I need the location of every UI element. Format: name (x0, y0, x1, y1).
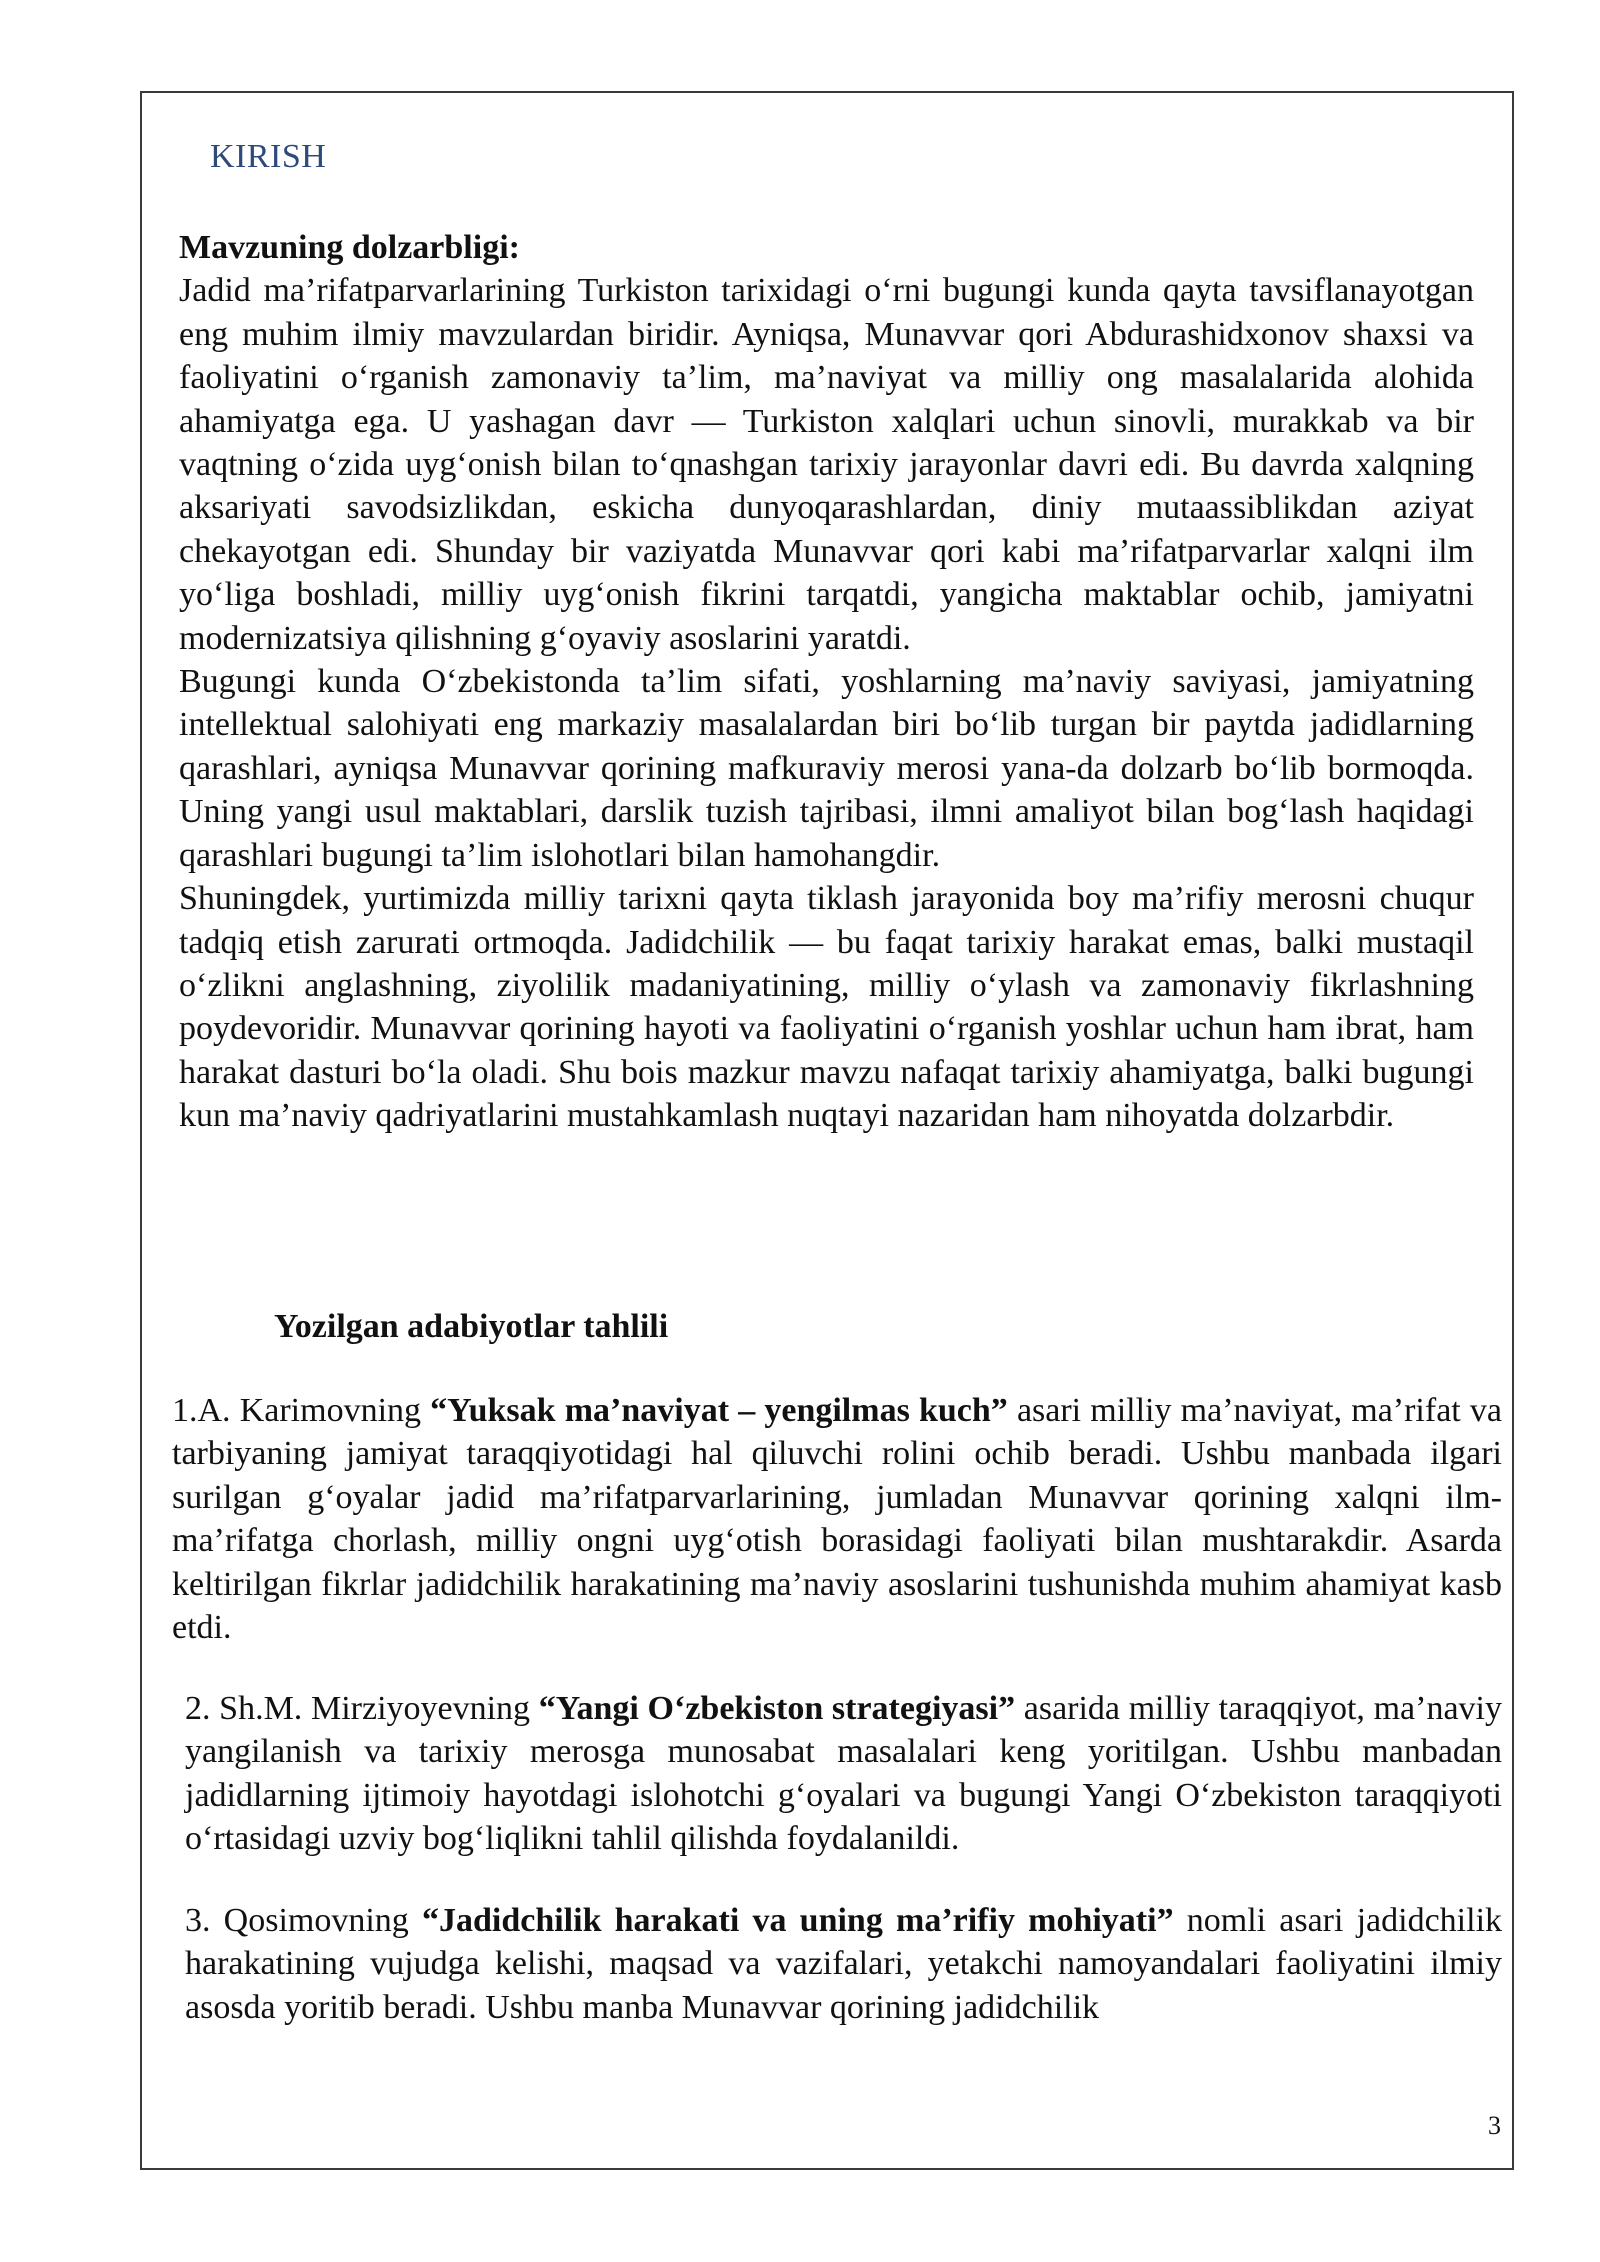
relevance-section (179, 226, 1474, 1138)
literature-item-1 (172, 1389, 1502, 1649)
relevance-heading: Mavzuning dolzarbligi: (179, 229, 520, 266)
section-title: KIRISH (210, 138, 327, 175)
relevance-paragraph-3: Shuningdek, yurtimizda milliy tarixni qayta tiklash jarayonida boy ma’rifiy merosni chuqur tadqiq etish zarurati ortmoqda. Jadidchilik — bu faqat tarixiy harakat emas, balki mustaqil o‘zlikni anglashning, ziyolilik madaniyatining, milliy o‘ylash va zamonaviy fikrlashning poydevoridir. Munavvar qorining hayoti va faoliyatini o‘rganish yoshlar uchun ham ibrat, ham harakat dasturi bo‘la oladi. Shu bois mazkur mavzu nafaqat tarixiy ahamiyatga, balki bugungi kun ma’naviy qadriyatlarini mustahkamlash nuqtayi nazaridan ham nihoyatda dolzarbdir. (179, 880, 1474, 1135)
relevance-paragraph-1: Jadid ma’rifatparvarlarining Turkiston tarixidagi o‘rni bugungi kunda qayta tavsiflanayotgan eng muhim ilmiy mavzulardan biridir. Ayniqsa, Munavvar qori Abdurashidxonov shaxsi va faoliyatini o‘rganish zamonaviy ta’lim, ma’naviyat va milliy ong masalalarida alohida ahamiyatga ega. U yashagan davr — Turkiston xalqlari uchun sinovli, murakkab va bir vaqtning o‘zida uyg‘onish bilan to‘qnashgan tarixiy jarayonlar davri edi. Bu davrda xalqning aksariyati savodsizlikdan, eskicha dunyoqarashlardan, diniy mutaassiblikdan aziyat chekayotgan edi. Shunday bir vaziyatda Munavvar qori kabi ma’rifatparvarlar xalqni ilm yo‘liga boshladi, milliy uyg‘onish fikrini tarqatdi, yangicha maktablar ochib, jamiyatni modernizatsiya qilishning g‘oyaviy asoslarini yaratdi. (179, 272, 1474, 657)
literature-item-3-text: nomli asari jadidchilik harakatining vujudga kelishi, maqsad va vazifalari, yetakchi namoyandalari faoliyatini ilmiy asosda yoritib beradi. Ushbu manba Munavvar qorining jadidchilik (185, 1902, 1503, 2026)
literature-item-2-title: “Yangi O‘zbekiston strategiyasi” (538, 1690, 1016, 1727)
relevance-paragraph-2: Bugungi kunda O‘zbekistonda ta’lim sifati, yoshlarning ma’naviy saviyasi, jamiyatning intellektual salohiyati eng markaziy masalalardan biri bo‘lib turgan bir paytda jadidlarning qarashlari, ayniqsa Munavvar qorining mafkuraviy merosi yana-da dolzarb bo‘lib bormoqda. Uning yangi usul maktablari, darslik tuzish tajribasi, ilmni amaliyot bilan bog‘lash haqidagi qarashlari bugungi ta’lim islohotlari bilan hamohangdir. (179, 663, 1474, 874)
literature-item-3 (185, 1899, 1502, 2029)
literature-item-3-title: “Jadidchilik harakati va uning ma’rifiy mohiyati” (421, 1902, 1174, 1939)
literature-item-1-text: asari milliy ma’naviyat, ma’rifat va tarbiyaning jamiyat taraqqiyotidagi hal qiluvchi rolini ochib beradi. Ushbu manbada ilgari surilgan g‘oyalar jadid ma’rifatparvarlarining, jumladan Munavvar qorining xalqni ilm-ma’rifatga chorlash, milliy ongni uyg‘otish borasidagi faoliyati bilan mushtarakdir. Asarda keltirilgan fikrlar jadidchilik harakatining ma’naviy asoslarini tushunishda muhim ahamiyat kasb etdi. (172, 1392, 1502, 1647)
literature-item-3-prefix: 3. Qosimovning (185, 1902, 422, 1939)
literature-item-1-prefix: 1.A. Karimovning (172, 1392, 431, 1429)
literature-item-1-title: “Yuksak ma’naviyat – yengilmas kuch” (430, 1392, 1008, 1429)
literature-heading: Yozilgan adabiyotlar tahlili (274, 1308, 669, 1345)
literature-item-2 (185, 1687, 1502, 1861)
page-number: 3 (1488, 2111, 1501, 2140)
literature-item-2-prefix: 2. Sh.M. Mirziyoyevning (185, 1690, 539, 1727)
literature-item-2-text: asarida milliy taraqqiyot, ma’naviy yangilanish va tarixiy merosga munosabat masalalari keng yoritilgan. Ushbu manbadan jadidlarning ijtimoiy hayotdagi islohotchi g‘oyalari va bugungi Yangi O‘zbekiston taraqqiyoti o‘rtasidagi uzviy bog‘liqlikni tahlil qilishda foydalanildi. (185, 1690, 1503, 1858)
